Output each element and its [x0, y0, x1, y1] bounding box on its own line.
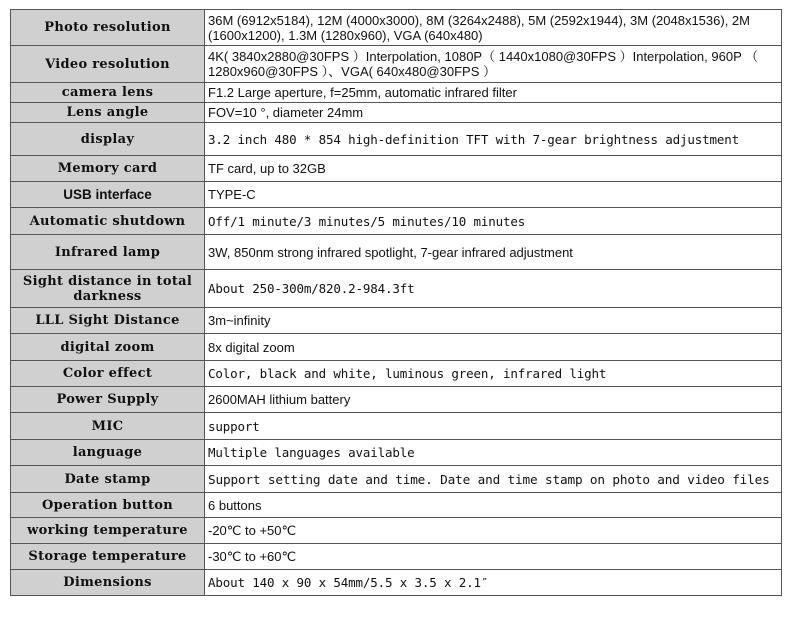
- spec-value: 3W, 850nm strong infrared spotlight, 7-gear infrared adjustment: [205, 235, 782, 270]
- table-row: [11, 387, 782, 413]
- spec-value: TF card, up to 32GB: [205, 156, 782, 182]
- spec-value: Color, black and white, luminous green, infrared light: [205, 361, 782, 387]
- spec-label: Operation button: [11, 493, 205, 518]
- spec-label: Power Supply: [11, 387, 205, 413]
- spec-label: Date stamp: [11, 466, 205, 493]
- spec-label: language: [11, 440, 205, 466]
- spec-value: FOV=10 °, diameter 24mm: [205, 103, 782, 123]
- table-row: [11, 544, 782, 570]
- table-row: [11, 10, 782, 46]
- spec-value: 8x digital zoom: [205, 334, 782, 361]
- spec-label: display: [11, 123, 205, 156]
- spec-label: Automatic shutdown: [11, 208, 205, 235]
- table-row: [11, 413, 782, 440]
- spec-label: Video resolution: [11, 46, 205, 83]
- table-row: [11, 518, 782, 544]
- spec-label: Lens angle: [11, 103, 205, 123]
- table-row: [11, 270, 782, 308]
- table-row: [11, 440, 782, 466]
- spec-value: -30℃ to +60℃: [205, 544, 782, 570]
- spec-value: 3m~infinity: [205, 308, 782, 334]
- specifications-table: [10, 9, 782, 596]
- spec-value: Support setting date and time. Date and time stamp on photo and video files: [205, 466, 782, 493]
- spec-label: Infrared lamp: [11, 235, 205, 270]
- spec-label: MIC: [11, 413, 205, 440]
- table-row: [11, 182, 782, 208]
- spec-value: TYPE-C: [205, 182, 782, 208]
- spec-label: Photo resolution: [11, 10, 205, 46]
- spec-value: Multiple languages available: [205, 440, 782, 466]
- spec-label: Storage temperature: [11, 544, 205, 570]
- table-row: [11, 156, 782, 182]
- spec-label: USB interface: [11, 182, 205, 208]
- table-row: [11, 361, 782, 387]
- spec-value: 36M (6912x5184), 12M (4000x3000), 8M (3264x2488), 5M (2592x1944), 3M (2048x1536), 2M (1600x1200), 1.3M (1280x960), VGA (640x480): [205, 10, 782, 46]
- table-row: [11, 103, 782, 123]
- table-row: [11, 46, 782, 83]
- table-row: [11, 466, 782, 493]
- spec-value: support: [205, 413, 782, 440]
- spec-value: 3.2 inch 480 * 854 high-definition TFT with 7-gear brightness adjustment: [205, 123, 782, 156]
- spec-value: F1.2 Large aperture, f=25mm, automatic infrared filter: [205, 83, 782, 103]
- spec-label: Dimensions: [11, 570, 205, 596]
- spec-value: Off/1 minute/3 minutes/5 minutes/10 minutes: [205, 208, 782, 235]
- table-row: [11, 334, 782, 361]
- spec-value: 2600MAH lithium battery: [205, 387, 782, 413]
- spec-value: 6 buttons: [205, 493, 782, 518]
- spec-value: About 250-300m/820.2-984.3ft: [205, 270, 782, 308]
- table-row: [11, 308, 782, 334]
- table-row: [11, 123, 782, 156]
- spec-value: -20℃ to +50℃: [205, 518, 782, 544]
- spec-label: Sight distance in total darkness: [11, 270, 205, 308]
- spec-label: LLL Sight Distance: [11, 308, 205, 334]
- spec-label: camera lens: [11, 83, 205, 103]
- table-row: [11, 493, 782, 518]
- spec-label: working temperature: [11, 518, 205, 544]
- spec-label: Color effect: [11, 361, 205, 387]
- spec-label: digital zoom: [11, 334, 205, 361]
- spec-value: About 140 x 90 x 54mm/5.5 x 3.5 x 2.1″: [205, 570, 782, 596]
- table-row: [11, 570, 782, 596]
- spec-value: 4K( 3840x2880@30FPS ）Interpolation, 1080P（ 1440x1080@30FPS ）Interpolation, 960P （ 1280x960@30FPS ）、VGA( 640x480@30FPS ）: [205, 46, 782, 83]
- table-row: [11, 83, 782, 103]
- table-row: [11, 208, 782, 235]
- table-row: [11, 235, 782, 270]
- spec-label: Memory card: [11, 156, 205, 182]
